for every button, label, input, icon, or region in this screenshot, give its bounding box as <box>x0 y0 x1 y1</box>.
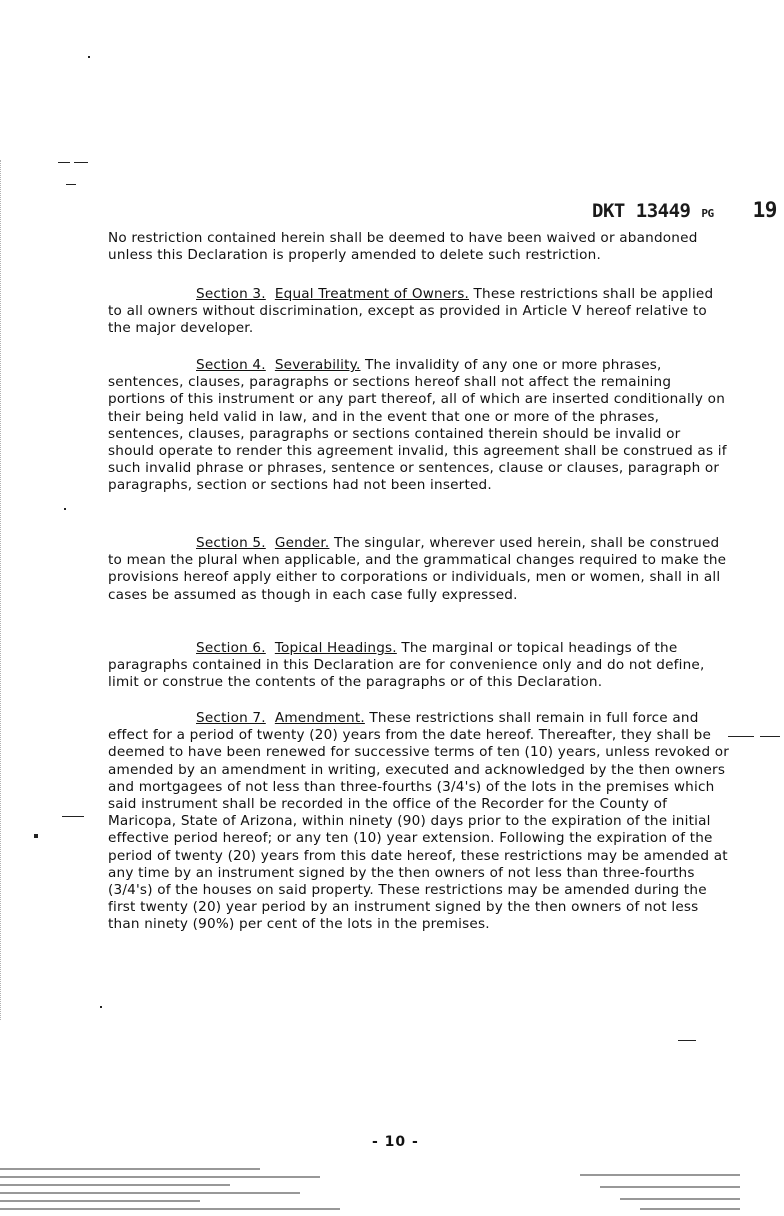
section-6 <box>108 640 730 692</box>
section-4-title: Severability. <box>274 357 361 373</box>
scan-bottom-noise <box>0 1162 784 1216</box>
scan-speck <box>58 162 70 163</box>
section-3-title: Equal Treatment of Owners. <box>274 286 470 302</box>
docket-number: DKT 13449 <box>592 200 691 222</box>
scan-speck <box>760 736 780 737</box>
scan-edge-artifact <box>0 160 13 1020</box>
section-7-body: These restrictions shall remain in full force and effect for a period of twenty (20) years from the date hereof. Thereafter, they shall be deemed to have been renewed for successive terms of ten (10) years, unless revoked or amended by an amendment in writing, executed and acknowledged by the then owners and mortgagees of not less than three-fourths (3/4's) of the lots in the premises which said instrument shall be recorded in the office of the Recorder for the County of Maricopa, State of Arizona, within ninety (90) days prior to the expiration of the initial effective period hereof; or any ten (10) year extension. Following the expiration of the period of twenty (20) years from this date hereof, these restrictions may be amended at any time by an instrument signed by the then owners of not less than three-fourths (3/4's) of the houses on said property. These restrictions may be amended during the first twenty (20) year period by an instrument signed by the then owners of not less than ninety (90%) per cent of the lots in the premises. <box>108 710 730 933</box>
section-7 <box>108 710 730 934</box>
section-5-title: Gender. <box>274 535 330 551</box>
docket-pg-label: PG <box>701 207 714 220</box>
scan-speck <box>728 736 754 737</box>
intro-text: No restriction contained herein shall be deemed to have been waived or abandoned unless this Declaration is properly amended to delete such restriction. <box>108 230 698 264</box>
section-4 <box>108 357 730 495</box>
scan-speck <box>62 816 84 817</box>
section-7-number: Section 7. <box>196 710 266 726</box>
section-7-title: Amendment. <box>274 710 365 726</box>
section-6-body: The marginal or topical headings of the paragraphs contained in this Declaration are for convenience only and do not define, limit or construe the contents of the paragraphs or of this Declaration. <box>108 640 705 691</box>
scan-speck <box>678 1040 696 1041</box>
section-6-number: Section 6. <box>196 640 266 656</box>
intro-paragraph <box>108 230 730 264</box>
scan-speck <box>34 834 38 838</box>
section-3-body: These restrictions shall be applied to all owners without discrimination, except as provided in Article V hereof relative to the major developer. <box>108 286 714 337</box>
section-5-body: The singular, wherever used herein, shall be construed to mean the plural when applicable, and the grammatical changes required to make the provisions hereof apply either to corporations or individuals, men or women, shall in all cases be assumed as though in each case fully expressed. <box>108 535 727 603</box>
page-number: - 10 - <box>372 1134 419 1150</box>
section-3-number: Section 3. <box>196 286 266 302</box>
section-3 <box>108 286 730 338</box>
scan-speck <box>64 508 66 510</box>
section-4-body: The invalidity of any one or more phrases, sentences, clauses, paragraphs or sections hereof shall not affect the remaining portions of this instrument or any part thereof, all of which are inserted conditionally on their being held valid in law, and in the event that one or more of the phrases, sentences, clauses, paragraphs or sections contained therein should be invalid or should operate to render this agreement invalid, this agreement shall be construed as if such invalid phrase or phrases, sentence or sentences, clause or clauses, paragraph or paragraphs, section or sections had not been inserted. <box>108 357 727 494</box>
scan-speck <box>88 56 90 58</box>
scan-speck <box>100 1006 102 1008</box>
scan-speck <box>66 184 76 185</box>
section-4-number: Section 4. <box>196 357 266 373</box>
section-5 <box>108 535 730 604</box>
section-5-number: Section 5. <box>196 535 266 551</box>
docket-page-ref: 19 <box>752 198 777 222</box>
section-6-title: Topical Headings. <box>274 640 397 656</box>
scan-speck <box>74 162 88 163</box>
docket-stamp <box>592 198 777 222</box>
